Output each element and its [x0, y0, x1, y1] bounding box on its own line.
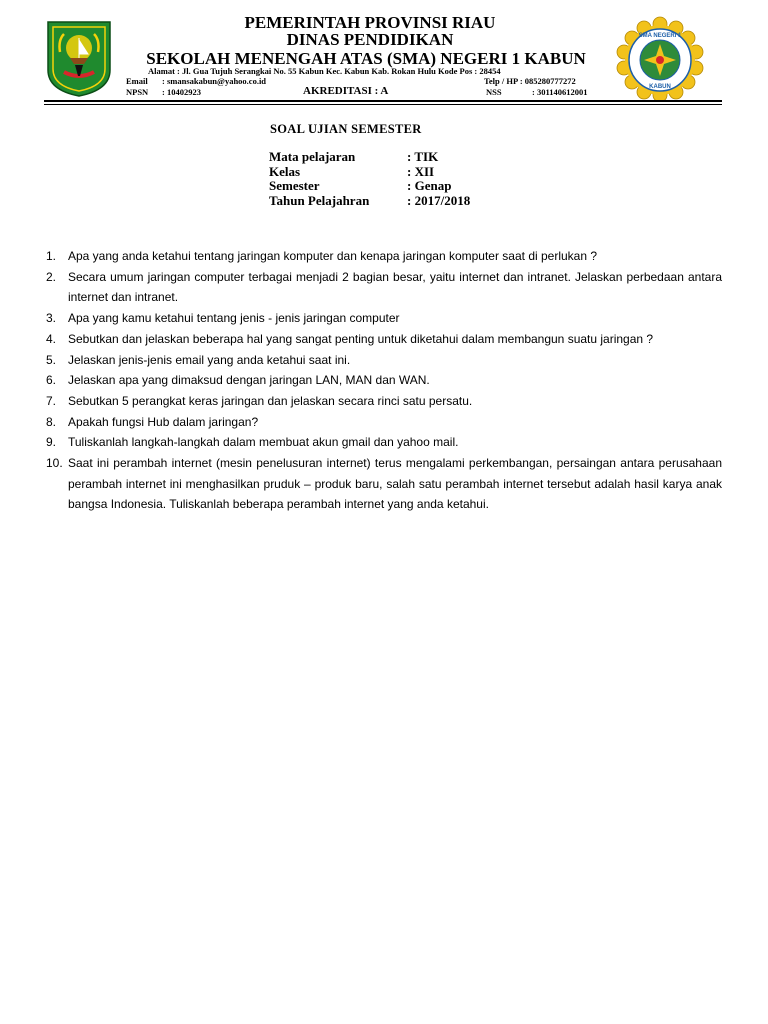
header-government: PEMERINTAH PROVINSI RIAU — [244, 13, 496, 32]
info-label: Semester — [269, 178, 320, 193]
question-number: 4. — [46, 331, 57, 346]
npsn-label: NPSN — [126, 87, 149, 97]
header-school-name: SEKOLAH MENENGAH ATAS (SMA) NEGERI 1 KABUN — [146, 49, 586, 68]
question-list — [46, 246, 722, 515]
info-label: Mata pelajaran — [269, 149, 356, 164]
question-text: Secara umum jaringan computer terbagai menjadi 2 bagian besar, yaitu internet dan intranet. Jelaskan perbedaan antara internet dan intranet. — [68, 269, 722, 305]
question-item — [46, 391, 722, 412]
question-number: 7. — [46, 393, 57, 408]
badge-text-bottom: KABUN — [649, 84, 671, 90]
info-value: : Genap — [407, 178, 452, 193]
question-item — [46, 308, 722, 329]
question-text: Sebutkan 5 perangkat keras jaringan dan jelaskan secara rinci satu persatu. — [68, 393, 473, 408]
info-value: : 2017/2018 — [407, 192, 471, 208]
info-label: Kelas — [269, 163, 301, 179]
question-text: Apa yang anda ketahui tentang jaringan komputer dan kenapa jaringan komputer saat di perlukan ? — [68, 249, 598, 263]
question-text: Jelaskan jenis-jenis email yang anda ketahui saat ini. — [68, 352, 351, 367]
header-department: DINAS PENDIDIKAN — [286, 30, 454, 49]
question-text: Jelaskan apa yang dimaksud dengan jaringan LAN, MAN dan WAN. — [68, 373, 430, 388]
question-item — [46, 350, 722, 371]
npsn-value: : 10402923 — [162, 87, 201, 97]
exam-title: SOAL UJIAN SEMESTER — [270, 122, 422, 136]
header-address: Alamat : Jl. Gua Tujuh Serangkai No. 55 Kabun Kec. Kabun Kab. Rokan Hulu Kode Pos : 28454 — [148, 66, 501, 76]
question-item — [46, 453, 722, 515]
question-item — [46, 412, 722, 433]
question-item — [46, 432, 722, 453]
badge-text-top: SMA NEGERI 1 — [638, 33, 682, 39]
question-text: Apakah fungsi Hub dalam jaringan? — [68, 414, 259, 429]
accreditation: AKREDITASI : A — [303, 85, 389, 97]
email-value: : smansakabun@yahoo.co.id — [162, 76, 267, 86]
school-badge-icon — [614, 16, 706, 102]
header-divider-thin — [44, 104, 722, 105]
nss-value: : 301140612001 — [532, 87, 588, 97]
question-number: 6. — [46, 373, 57, 388]
question-text: Saat ini perambah internet (mesin penelusuran internet) terus mengalami perkembangan, persaingan antara perusahaan perambah internet ini menghasilkan pruduk – produk baru, salah satu perambah internet tersebut adalah hasil karya anak bangsa Indonesia. Tuliskanlah beberapa perambah internet yang anda ketahui. — [68, 456, 722, 512]
info-value: : XII — [407, 163, 435, 179]
question-number: 8. — [46, 414, 57, 429]
question-text: Apa yang kamu ketahui tentang jenis - jenis jaringan computer — [68, 311, 400, 326]
info-value: : TIK — [407, 149, 439, 164]
question-number: 1. — [46, 249, 57, 263]
question-text: Tuliskanlah langkah-langkah dalam membuat akun gmail dan yahoo mail. — [68, 435, 459, 450]
email-label: Email — [126, 76, 148, 86]
question-number: 2. — [46, 269, 57, 284]
question-text: Sebutkan dan jelaskan beberapa hal yang sangat penting untuk diketahui dalam membangun suatu jaringan ? — [68, 331, 654, 346]
question-number: 5. — [46, 352, 57, 367]
telp-value: Telp / HP : 085280777272 — [484, 76, 576, 86]
question-number: 10. — [46, 456, 63, 471]
question-item — [46, 329, 722, 350]
question-number: 3. — [46, 311, 57, 326]
question-number: 9. — [46, 435, 57, 450]
nss-label: NSS — [486, 87, 502, 97]
riau-province-logo-icon — [44, 18, 114, 98]
question-item — [46, 246, 722, 267]
question-item — [46, 267, 722, 308]
question-item — [46, 370, 722, 391]
header-divider-thick — [44, 100, 722, 102]
info-label: Tahun Pelajahran — [269, 192, 370, 208]
